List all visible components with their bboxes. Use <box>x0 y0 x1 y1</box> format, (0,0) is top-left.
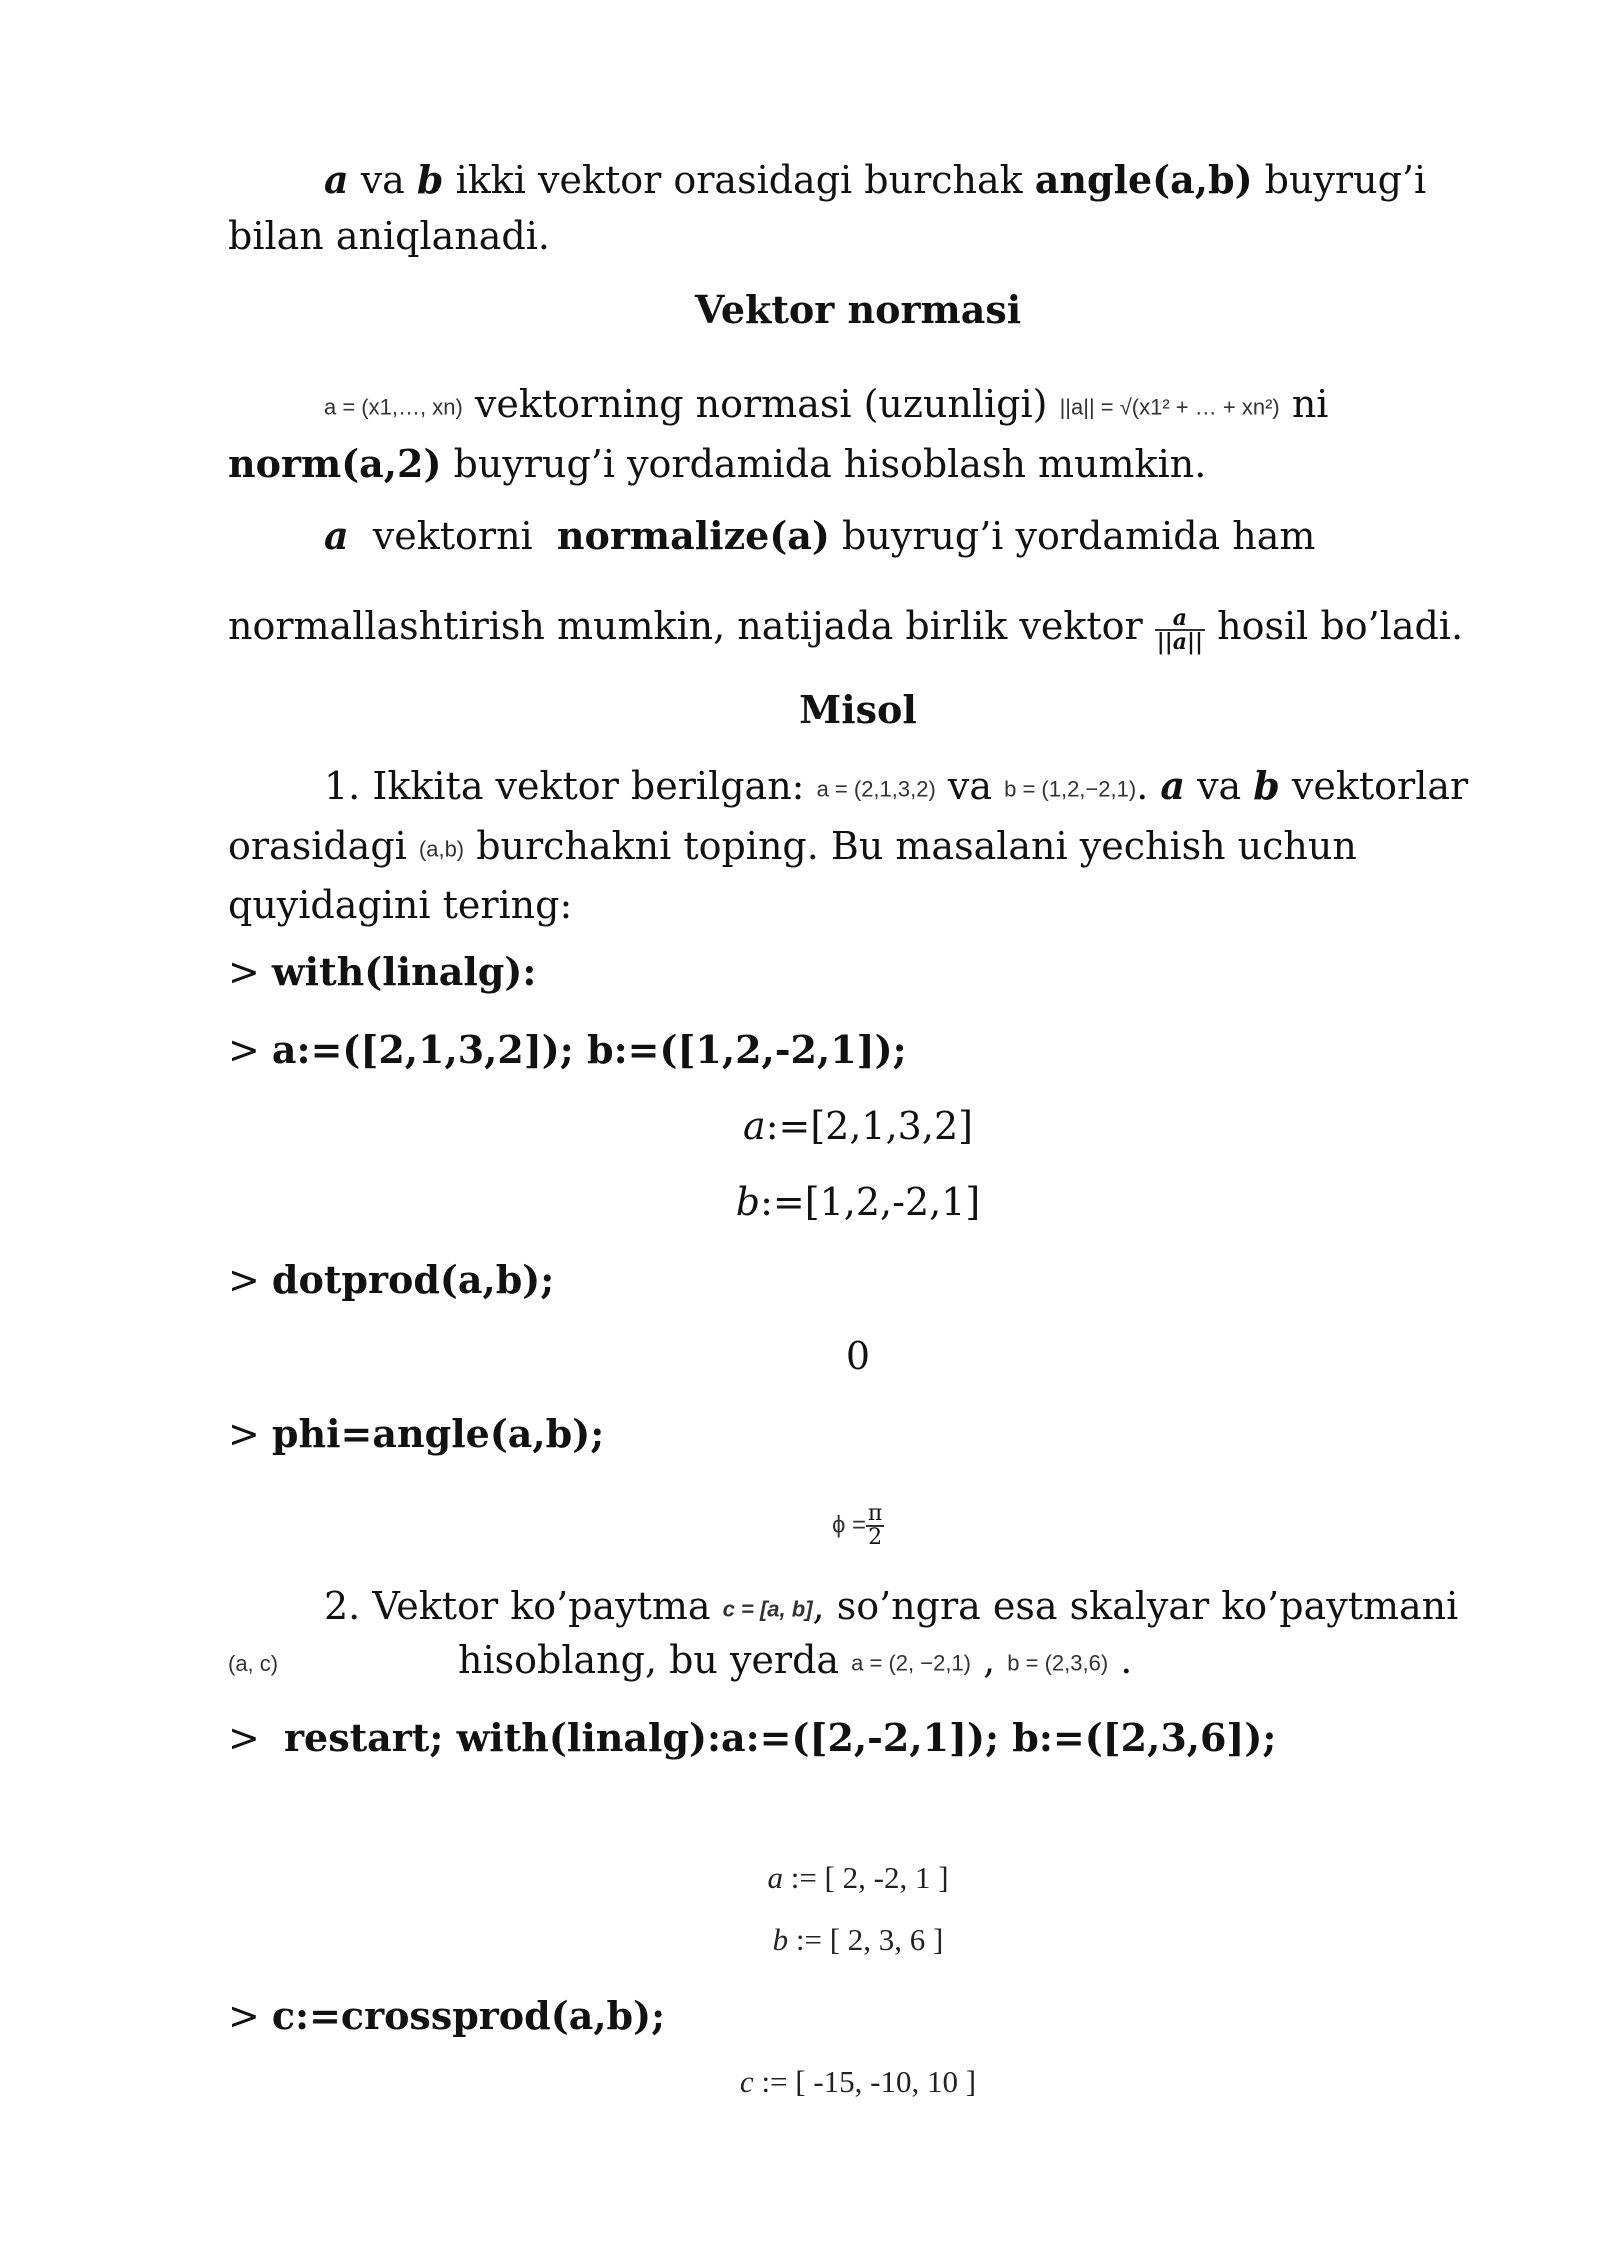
command-text: restart; with(linalg):a:=([2,-2,1]); b:=([2,3,6]); <box>284 1715 1277 1760</box>
text: ikki vektor orasidagi burchak <box>443 158 1035 202</box>
text: vektorlar <box>1279 764 1469 808</box>
text: vektorni <box>348 514 557 558</box>
prompt: > <box>228 1412 272 1456</box>
output-dotprod <box>228 1328 1488 1384</box>
text: . <box>1108 1638 1133 1682</box>
heading-misol <box>228 682 1488 738</box>
maple-command <box>228 1406 1488 1462</box>
formula-b-vector: b = (1,2,−2,1) <box>1004 776 1137 802</box>
output-phi <box>228 1494 1488 1554</box>
fraction-denominator: 2 <box>868 1524 883 1550</box>
output-a2 <box>228 1856 1488 1900</box>
text: , <box>971 1638 1008 1682</box>
output-var: a <box>767 1860 783 1895</box>
var-a: a <box>324 157 349 202</box>
text: , so’ngra esa skalyar ko’paytmani <box>812 1584 1459 1628</box>
example-2-cont <box>228 1632 1488 1692</box>
maple-command <box>228 1022 1488 1078</box>
output-value: := [ -15, -10, 10 ] <box>753 2064 977 2099</box>
formula-a-vector: a = (2, −2,1) <box>851 1650 972 1676</box>
output-var: a <box>743 1104 766 1148</box>
command-text: dotprod(a,b); <box>271 1257 555 1302</box>
heading-text: Vektor normasi <box>694 287 1022 332</box>
output-value: := [ 2, 3, 6 ] <box>788 1922 944 1957</box>
output-c <box>228 2060 1488 2104</box>
fraction-numerator: π <box>867 1500 883 1526</box>
command-normalize: normalize(a) <box>556 513 830 558</box>
text: buyrug’i bilan aniqlanadi. <box>228 158 1427 258</box>
var-b: b <box>416 157 444 202</box>
output-var: b <box>735 1180 761 1224</box>
formula-pi-over-2 <box>866 1500 884 1550</box>
text: burchakni toping. Bu masalani yechish uchun <box>464 823 1357 868</box>
var-a: a <box>1160 763 1185 808</box>
maple-command <box>228 1252 1488 1308</box>
text: vektorning normasi (uzunligi) <box>462 382 1060 426</box>
maple-command <box>228 944 1488 1000</box>
maple-command <box>228 1988 1488 2044</box>
paragraph-normalize-cont <box>228 598 1488 654</box>
paragraph-normalize <box>228 508 1488 564</box>
text: va <box>1184 764 1254 808</box>
output-lhs: ϕ = <box>831 1511 867 1539</box>
formula-a-vector: a = (2,1,3,2) <box>816 776 936 802</box>
formula-a-components: a = (x1,…, xn) <box>324 394 463 420</box>
prompt: > <box>228 1994 272 2038</box>
example-2 <box>228 1578 1488 1638</box>
command-norm: norm(a,2) <box>228 440 442 486</box>
prompt: > <box>228 1028 272 1072</box>
paragraph-angle <box>228 152 1488 264</box>
text: orasidagi <box>228 823 419 868</box>
output-value: 0 <box>845 1334 871 1378</box>
text: 2. Vektor ko’paytma <box>324 1584 723 1628</box>
var-a: a <box>324 513 349 558</box>
prompt: > <box>228 1716 284 1760</box>
formula-b-vector: b = (2,3,6) <box>1007 1650 1109 1676</box>
text: 1. Ikkita vektor berilgan: <box>324 764 817 808</box>
text: va <box>348 158 417 202</box>
command-angle: angle(a,b) <box>1034 157 1253 202</box>
maple-command <box>228 1710 1488 1766</box>
formula-ac: (a, c) <box>228 1650 279 1676</box>
formula-unit-vector <box>1155 604 1205 655</box>
formula-c-cross: c = [a, b] <box>722 1596 813 1622</box>
text: hisoblang, bu yerda <box>458 1638 852 1682</box>
output-value: :=[2,1,3,2] <box>765 1104 973 1148</box>
text: normallashtirish mumkin, natijada birlik vektor <box>228 604 1155 648</box>
text: ni <box>1279 382 1329 426</box>
output-var: b <box>772 1922 789 1957</box>
text: . <box>1136 764 1161 808</box>
example-1 <box>228 758 1488 933</box>
fraction-numerator: a <box>1172 604 1188 631</box>
output-b2 <box>228 1918 1488 1962</box>
prompt: > <box>228 950 272 994</box>
command-text: a:=([2,1,3,2]); b:=([1,2,-2,1]); <box>271 1027 907 1072</box>
command-text: phi=angle(a,b); <box>271 1411 605 1456</box>
heading-text: Misol <box>799 687 917 732</box>
formula-norm: ||a|| = √(x1² + … + xn²) <box>1059 394 1280 420</box>
command-text: c:=crossprod(a,b); <box>271 1993 666 2038</box>
text: hosil bo’ladi. <box>1205 604 1464 648</box>
text: buyrug’i yordamida ham <box>829 514 1316 558</box>
text: quyidagini tering: <box>228 883 573 927</box>
var-b: b <box>1253 763 1280 808</box>
output-a <box>228 1098 1488 1154</box>
output-b <box>228 1174 1488 1230</box>
prompt: > <box>228 1258 272 1302</box>
command-text: with(linalg): <box>271 949 537 994</box>
output-value: := [ 2, -2, 1 ] <box>782 1860 949 1895</box>
text: buyrug’i yordamida hisoblash mumkin. <box>441 441 1207 486</box>
output-value: :=[1,2,-2,1] <box>760 1180 981 1224</box>
fraction-denominator: ||a|| <box>1156 628 1204 655</box>
text: va <box>935 764 1005 808</box>
heading-vektor-normasi <box>228 282 1488 338</box>
paragraph-norm <box>228 376 1488 492</box>
formula-angle-ab: (a,b) <box>418 836 465 861</box>
output-var: c <box>739 2064 754 2099</box>
